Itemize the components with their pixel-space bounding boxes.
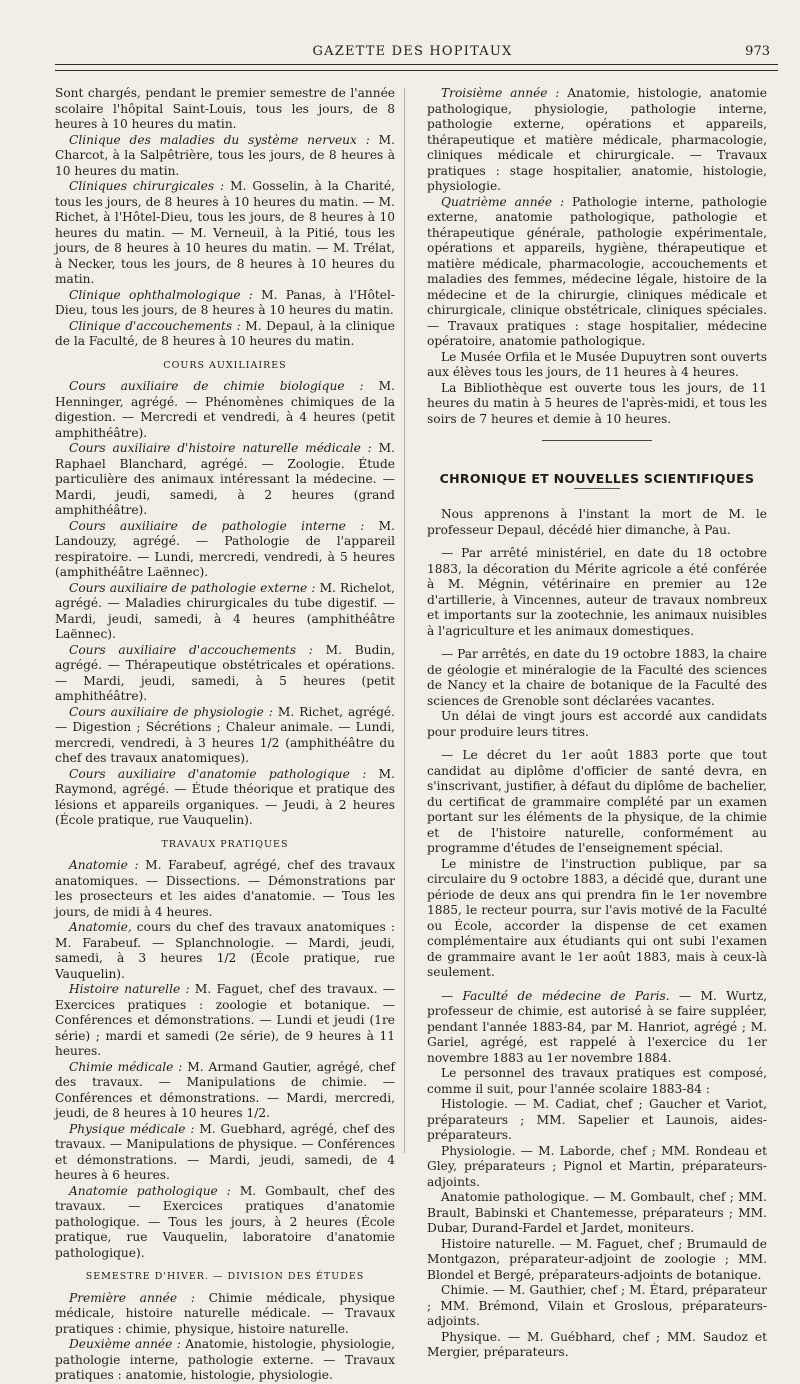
paragraph [55,288,395,319]
paragraph [427,989,767,1067]
paragraph: Nous apprenons à l'instant la mort de M. le professeur Depaul, décédé hier dimanche, à Pau. [427,507,767,537]
paragraph: Anatomie pathologique. — M. Gombault, chef ; MM. Brault, Babinski et Chantemesse, préparateurs ; MM. Dubar, Durand-Fardel et Jardet, moniteurs. [427,1190,767,1235]
paragraph [55,581,395,643]
column-divider [404,88,405,1153]
paragraph-label: Cliniques chirurgicales : [69,179,225,193]
paragraph [55,319,395,350]
header-rule-thick [55,64,778,65]
paragraph [55,179,395,288]
paragraph [55,982,395,1060]
paragraph-text: M. Raphael Blanchard, agrégé. — Zoologie. Étude particulière des animaux intéressant la médecine. — Mardi, jeudi, samedi, à 2 heures (grand amphithéâtre). [55,441,395,517]
paragraph-text: Chimie médicale, physique médicale, histoire naturelle médicale. — Travaux pratiques : chimie, physique, histoire naturelle. [55,1290,395,1336]
section-heading-cours: COURS AUXILIAIRES [163,359,287,371]
paragraph-text: M. Richelot, agrégé. — Maladies chirurgicales du tube digestif. — Mardi, jeudi, samedi, à 4 heures (amphithéâtre Laënnec). [55,580,395,641]
paragraph-text: M. Richet, agrégé. — Digestion ; Sécrétions ; Chaleur animale. — Lundi, mercredi, vendredi, à 3 heures 1/2 (amphithéâtre du chef des travaux anatomiques). [55,704,395,765]
paragraph-text: Pathologie interne, pathologie externe, anatomie pathologique, pathologie et thérapeutique générale, pathologie expérimentale, opérations et appareils, hygiène, thérapeutique et matière médicale, pharmacologie, accouchements et maladies des femmes, médecine légale, histoire de la médecine et de la chirurgie, cliniques médicale et chirurgicale, clinique obstétricale, cliniques spéciales. — Travaux pratiques : stage hospitalier, médecine opératoire, anatomie pathologique. [427,194,767,348]
paragraph [427,195,767,350]
ornament-divider [427,433,767,449]
paragraph-text: M. Charcot, à la Salpêtrière, tous les jours, de 8 heures à 10 heures du matin. [55,132,396,178]
paragraph: Physiologie. — M. Laborde, chef ; MM. Rondeau et Gley, préparateurs ; Pignol et Martin, préparateurs-adjoints. [427,1143,767,1189]
paragraph-label: Clinique des maladies du système nerveux : [69,132,370,147]
paragraph [427,86,767,195]
paragraph-text: cours du chef des travaux anatomiques : M. Farabeuf. — Splanchnologie. — Mardi, jeudi, samedi, à 3 heures 1/2 (École pratique, rue Vauquelin). [55,920,395,981]
paragraph-text: — M. Wurtz, professeur de chimie, est autorisé à se faire suppléer, pendant l'année 1883-84, par M. Hanriot, agrégé ; M. Gariel, agrégé, est rappelé à l'exercice du 1er novembre 1883 au 1er novembre 1884. [427,988,767,1065]
paragraph: Sont chargés, pendant le premier semestre de l'année scolaire l'hôpital Saint-Louis, tous les jours, de 8 heures à 10 heures du matin. [55,86,395,131]
paragraph-label: Cours auxiliaire d'histoire naturelle médicale : [69,441,372,455]
paragraph: Chimie. — M. Gauthier, chef ; M. Étard, préparateur ; MM. Brémond, Vilain et Groslous, préparateurs-adjoints. [427,1283,767,1328]
paragraph-label: Histoire naturelle : [69,982,190,996]
paragraph [55,379,395,441]
paragraph [55,1122,395,1184]
paragraph [55,767,395,829]
paragraph [55,441,395,519]
paragraph-label: Cours auxiliaire de pathologie interne : [69,518,365,533]
paragraph [55,858,395,920]
paragraph-label: Faculté de médecine de Paris. [462,988,670,1003]
paragraph [55,705,395,767]
heading-underline [574,488,620,489]
paragraph-label: Chimie médicale : [69,1059,183,1074]
paragraph-label: Anatomie : [69,858,139,872]
paragraph-text: M. Gombault, chef des travaux. — Exercices pratiques d'anatomie pathologique. — Tous les jours, à 2 heures (École pratique, rue Vauquelin, laboratoire d'anatomie pathologique). [55,1183,396,1260]
paragraph-label: Clinique d'accouchements : [69,318,241,333]
paragraph [55,133,395,180]
journal-title: GAZETTE DES HOPITAUX [312,44,513,59]
paragraph-text: M. Gosselin, à la Charité, tous les jours, de 8 heures à 10 heures du matin. — M. Richet, à l'Hôtel-Dieu, tous les jours, de 8 heures à 10 heures du matin. — M. Verneuil, à la Pitié, tous les jours, de 8 heures à 10 heures du matin. — M. Trélat, à Necker, tous les jours, de 8 heures à 10 heures du matin. [55,179,395,286]
paragraph-text: M. Farabeuf, agrégé, chef des travaux anatomiques. — Dissections. — Démonstrations par les prosecteurs et les aides d'anatomie. — Tous les jours, de midi à 4 heures. [55,858,395,919]
paragraph-label: Cours auxiliaire de chimie biologique : [69,379,364,393]
paragraph [55,1060,395,1122]
paragraph: Histoire naturelle. — M. Faguet, chef ; Brumauld de Montgazon, préparateur-adjoint de zoologie ; MM. Blondel et Bergé, préparateurs-adjoints de botanique. [427,1236,767,1282]
paragraph-label: Première année : [69,1290,195,1305]
paragraph: — Par arrêté ministériel, en date du 18 octobre 1883, la décoration du Mérite agricole a été conférée à M. Mégnin, vétérinaire en premier au 12e d'artillerie, à Vincennes, auteur de travaux nombreux et importants sur la zootechnie, les animaux nuisibles à l'agriculture et les animaux domestiques. [427,546,767,638]
paragraph-text: M. Faguet, chef des travaux. — Exercices pratiques : zoologie et botanique. — Conférences et démonstrations. — Lundi et jeudi (1re série) ; mardi et samedi (2e série), de 9 heures à 11 heures. [55,982,395,1058]
paragraph-label: Quatrième année : [441,194,565,209]
paragraph-label: Physique médicale : [69,1121,195,1136]
paragraph-text: M. Raymond, agrégé. — Étude théorique et pratique des lésions et appareils organiques. — Jeudi, à 2 heures (École pratique, rue Vauquelin). [55,766,395,827]
paragraph-label: Cours auxiliaire d'anatomie pathologique : [69,766,367,781]
paragraph: Le personnel des travaux pratiques est composé, comme il suit, pour l'année scolaire 1883-84 : [427,1066,767,1096]
left-column [55,86,395,1384]
paragraph: — Le décret du 1er août 1883 porte que tout candidat au diplôme d'officier de santé devra, en s'inscrivant, justifier, à défaut du diplôme de bachelier, du certificat de grammaire complété par un examen portant sur les éléments de la physique, de la chimie et de l'histoire naturelle, conformément au programme d'études de l'enseignement spécial. [427,748,767,855]
paragraph [55,519,395,581]
paragraph-text: M. Guebhard, agrégé, chef des travaux. — Manipulations de physique. — Conférences et démonstrations. — Mardi, jeudi, samedi, de 4 heures à 6 heures. [55,1121,395,1182]
paragraph-text: M. Landouzy, agrégé. — Pathologie de l'appareil respiratoire. — Lundi, mercredi, vendredi, à 5 heures (amphithéâtre Laënnec). [55,518,395,579]
paragraph-text: Anatomie, histologie, anatomie pathologique, physiologie, pathologie interne, pathologie externe, opérations et appareils, thérapeutique et matière médicale, pharmacologie, cliniques médicale et chirurgicale. — Travaux pratiques : stage hospitalier, anatomie, histologie, physiologie. [427,86,768,193]
paragraph: Le Musée Orfila et le Musée Dupuytren sont ouverts aux élèves tous les jours, de 11 heures à 4 heures. [427,349,767,379]
paragraph-text: M. Budin, agrégé. — Thérapeutique obstétricales et opérations. — Mardi, jeudi, samedi, à 5 heures (petit amphithéâtre). [55,642,395,703]
section-heading-travaux: TRAVAUX PRATIQUES [161,838,289,850]
paragraph: — Par arrêtés, en date du 19 octobre 1883, la chaire de géologie et minéralogie de la Faculté des sciences de Nancy et la chaire de botanique de la Faculté des sciences de Grenoble sont déclarées vacantes. [427,647,767,708]
header-rule-thin [55,70,778,71]
paragraph: Le ministre de l'instruction publique, par sa circulaire du 9 octobre 1883, a décidé que, durant une période de deux ans qui prendra fin le 1er novembre 1885, le recteur pourra, sur l'avis motivé de la Faculté ou École, accorder la dispense de cet examen complémentaire aux étudiants qui ont subi l'examen de grammaire avant le 1er août 1883, mais à ceux-là seulement. [427,856,767,979]
paragraph-label: Anatomie pathologique : [69,1183,231,1198]
dash: — [441,988,463,1003]
paragraph-text: M. Henninger, agrégé. — Phénomènes chimiques de la digestion. — Mercredi et vendredi, à 4 heures (petit amphithéâtre). [55,379,396,440]
section-heading-hiver: SEMESTRE D'HIVER. — DIVISION DES ÉTUDES [85,1271,365,1282]
paragraph-label: Anatomie, [69,920,132,934]
paragraph-text: Anatomie, histologie, physiologie, pathologie interne, pathologie externe. — Travaux pratiques : anatomie, histologie, physiologie. [55,1337,395,1382]
paragraph: Histologie. — M. Cadiat, chef ; Gaucher et Variot, préparateurs ; MM. Sapelier et Launois, aides-préparateurs. [427,1097,767,1142]
paragraph-text: M. Panas, à l'Hôtel-Dieu, tous les jours, de 8 heures à 10 heures du matin. [55,287,395,317]
paragraph [55,643,395,705]
paragraph [55,1291,395,1338]
paragraph-text: M. Armand Gautier, agrégé, chef des travaux. — Manipulations de chimie. — Conférences et démonstrations. — Mardi, mercredi, jeudi, de 8 heures à 10 heures 1/2. [55,1059,396,1120]
paragraph [55,920,395,982]
paragraph-label: Clinique ophthalmologique : [69,287,253,302]
page-header [55,44,770,64]
page-number: 973 [745,44,770,59]
paragraph: Physique. — M. Guébhard, chef ; MM. Saudoz et Mergier, préparateurs. [427,1329,767,1359]
paragraph-label: Cours auxiliaire de physiologie : [69,704,273,719]
paragraph-text: M. Depaul, à la clinique de la Faculté, de 8 heures à 10 heures du matin. [55,318,395,348]
paragraph [55,1337,395,1384]
chronicle-heading: CHRONIQUE ET NOUVELLES SCIENTIFIQUES [439,470,755,486]
paragraph-label: Troisième année : [441,86,560,100]
paragraph-label: Cours auxiliaire de pathologie externe : [69,580,316,595]
paragraph [55,1184,395,1262]
paragraph: La Bibliothèque est ouverte tous les jours, de 11 heures du matin à 5 heures de l'après-midi, et tous les soirs de 7 heures et demie à 10 heures. [427,380,767,426]
paragraph: Un délai de vingt jours est accordé aux candidats pour produire leurs titres. [427,709,767,739]
right-column [427,86,767,1361]
paragraph-label: Deuxième année : [69,1337,181,1351]
paragraph-label: Cours auxiliaire d'accouchements : [69,642,313,657]
